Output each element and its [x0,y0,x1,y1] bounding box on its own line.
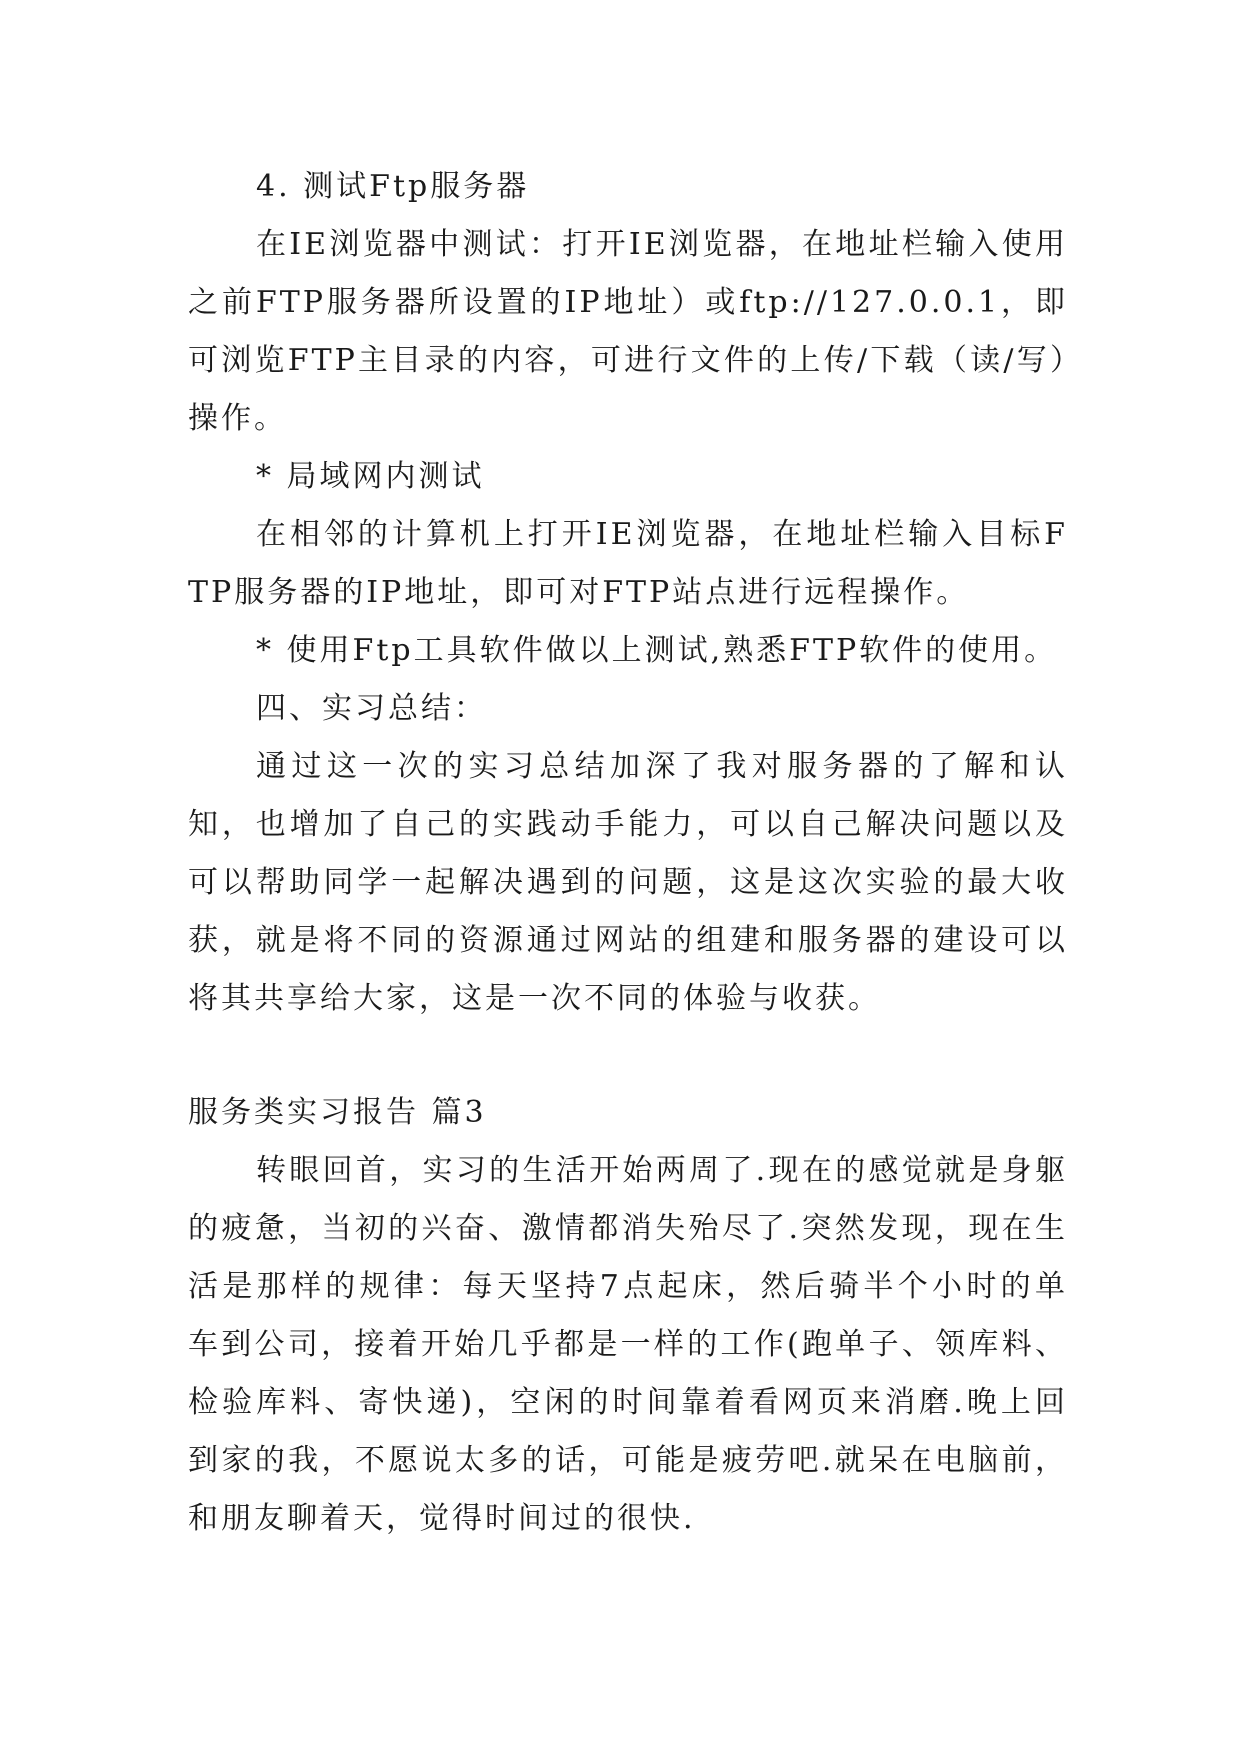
bullet-lan-test: * 局域网内测试 [256,459,485,494]
bullet-ftp-tool: * 使用Ftp工具软件做以上测试,熟悉FTP软件的使用。 [256,633,1058,668]
paragraph-lan-test: 在相邻的计算机上打开IE浏览器，在地址栏输入目标FTP服务器的IP地址，即可对FTP站点进行远程操作。 [188,517,1068,610]
paragraph-ie-test: 在IE浏览器中测试：打开IE浏览器，在地址栏输入使用之前FTP服务器所设置的IP地址）或ftp://127.0.0.1，即可浏览FTP主目录的内容，可进行文件的上传/下载（读/写）操作。 [188,227,1068,436]
paragraph-report-3: 转眼回首，实习的生活开始两周了.现在的感觉就是身躯的疲惫，当初的兴奋、激情都消失殆尽了.突然发现，现在生活是那样的规律：每天坚持7点起床，然后骑半个小时的单车到公司，接着开始几乎都是一样的工作(跑单子、领库料、检验库料、寄快递)，空闲的时间靠着看网页来消磨.晚上回到家的我，不愿说太多的话，可能是疲劳吧.就呆在电脑前，和朋友聊着天，觉得时间过的很快. [188,1153,1068,1536]
section-title: 服务类实习报告 篇3 [188,1095,487,1130]
document-body [188,158,1068,1548]
paragraph-summary: 通过这一次的实习总结加深了我对服务器的了解和认知，也增加了自己的实践动手能力，可以自己解决问题以及可以帮助同学一起解决遇到的问题，这是这次实验的最大收获，就是将不同的资源通过网站的组建和服务器的建设可以将其共享给大家，这是一次不同的体验与收获。 [188,749,1068,1016]
subsection-heading-summary: 四、实习总结： [256,691,487,726]
subsection-heading-ftp-test: 4. 测试Ftp服务器 [256,169,530,204]
